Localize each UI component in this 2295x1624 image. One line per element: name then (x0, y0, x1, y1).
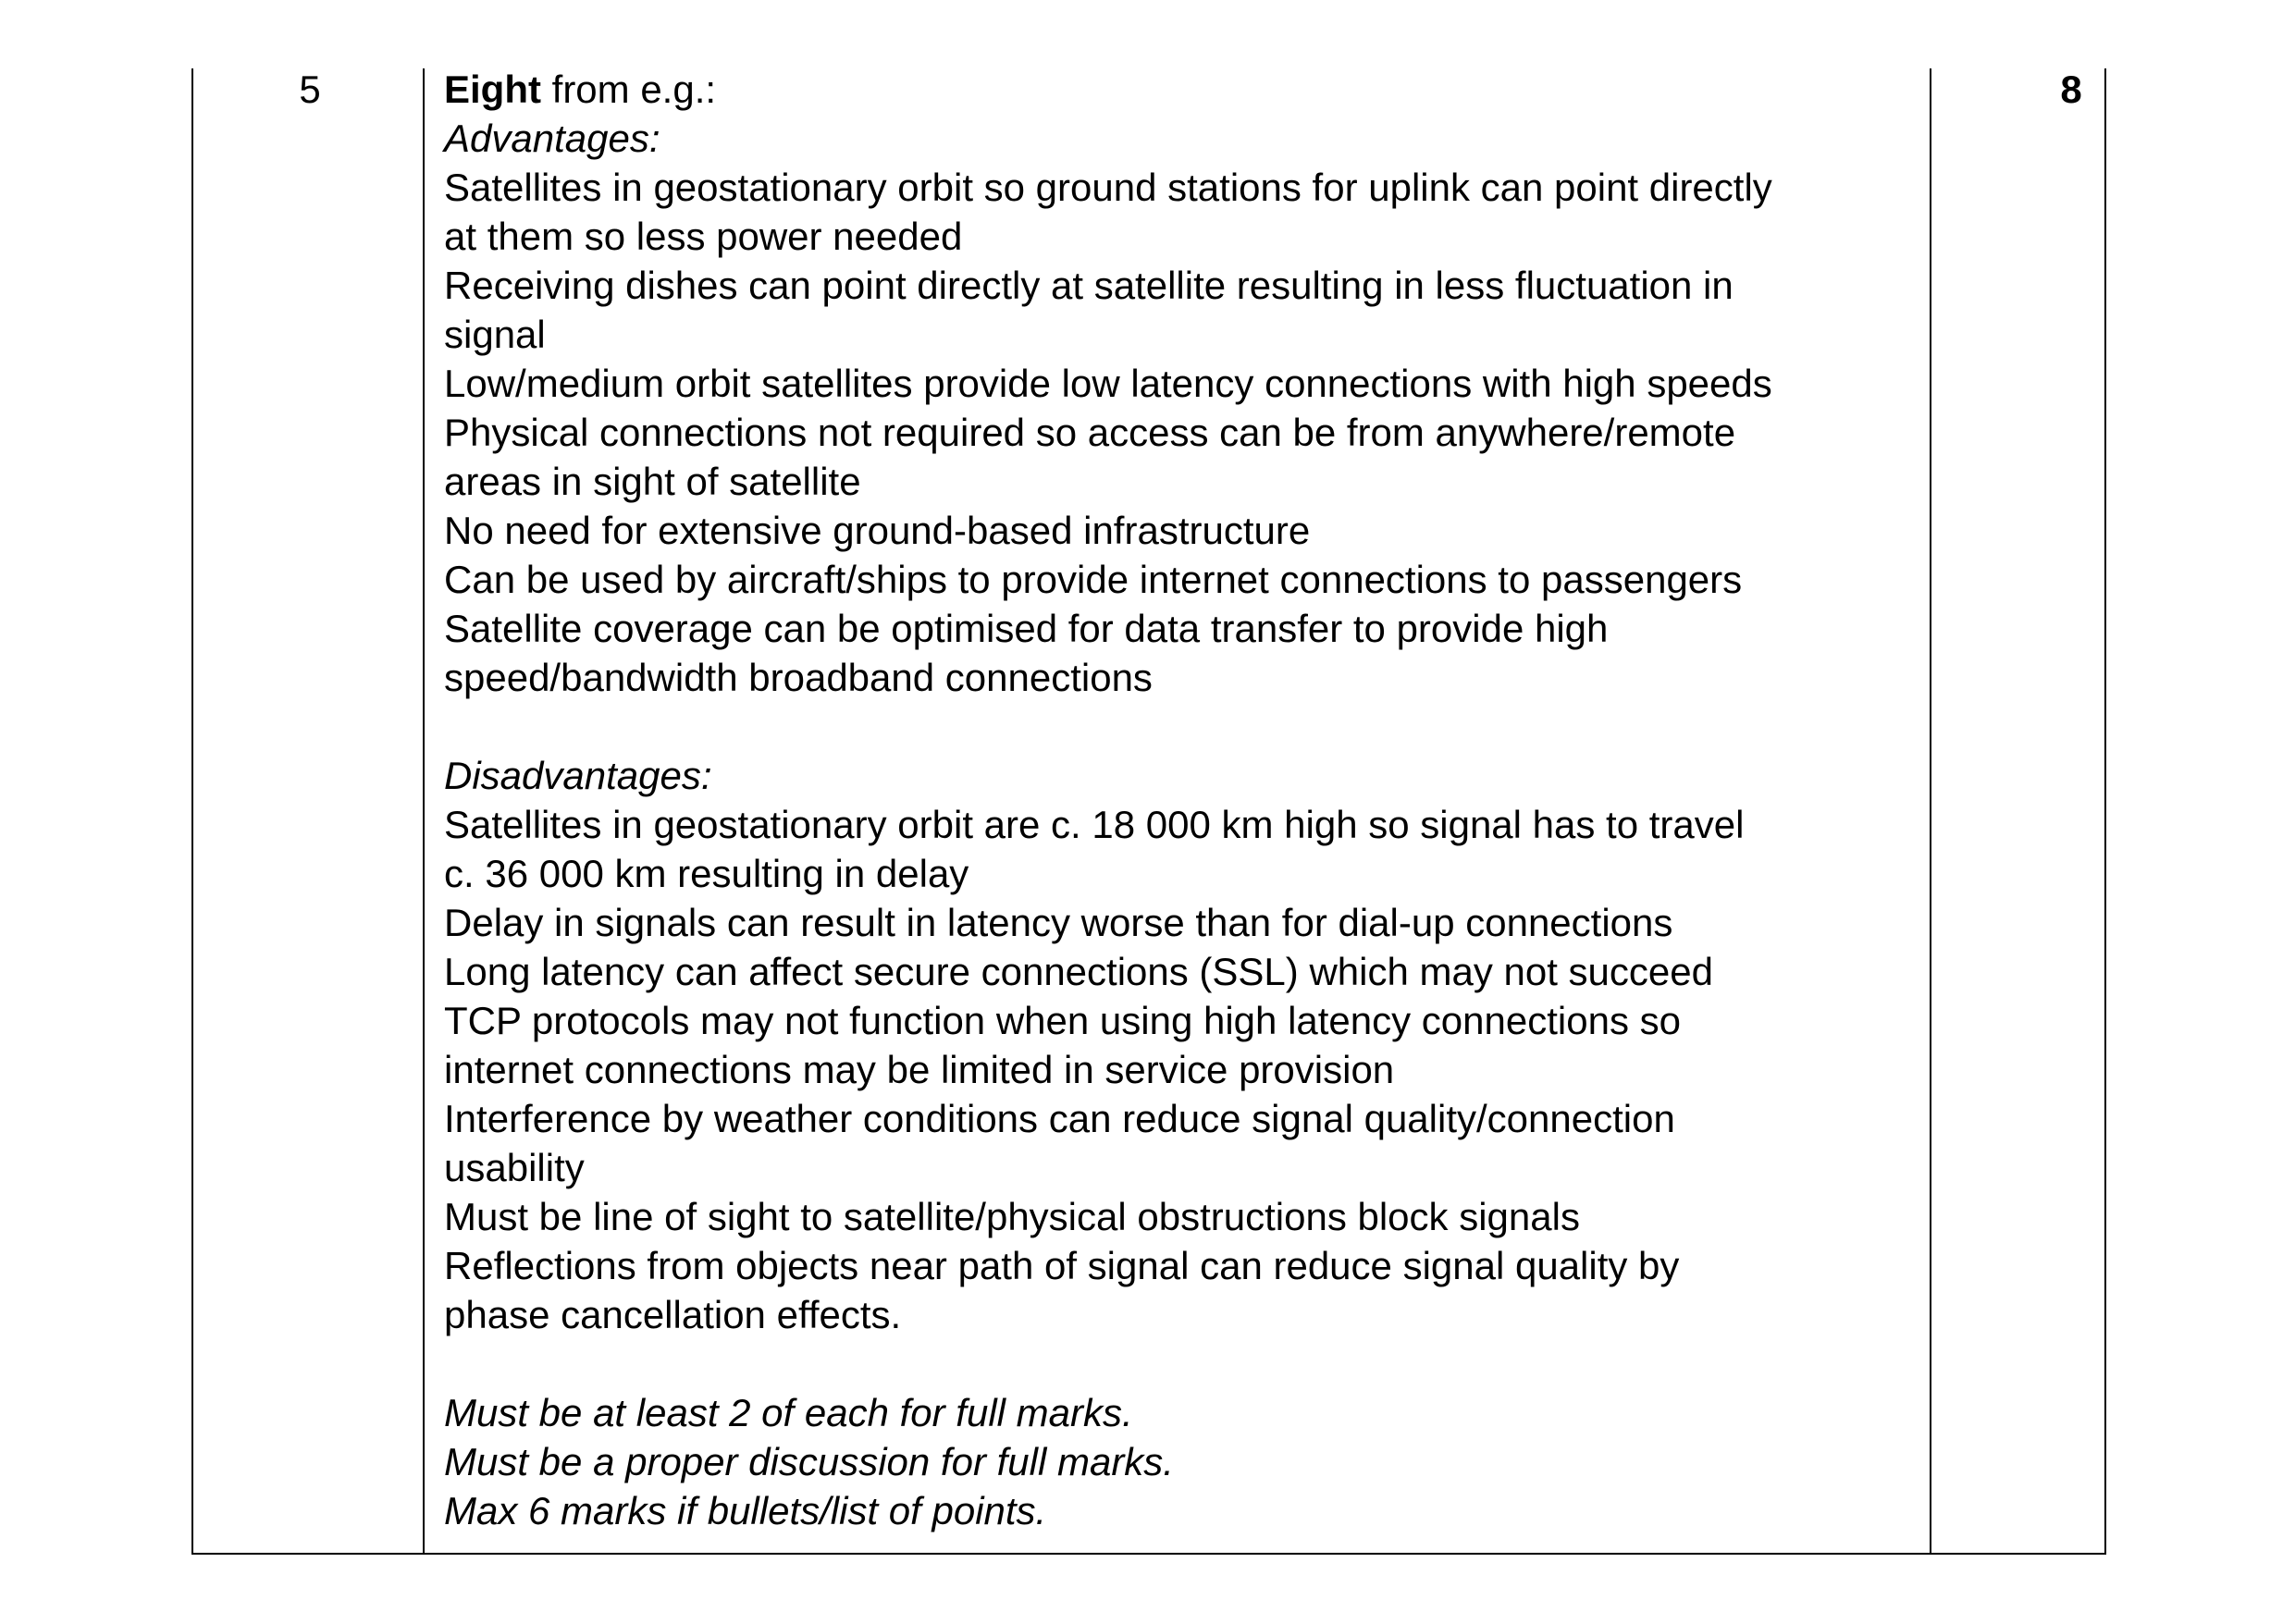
disadvantage-line: Satellites in geostationary orbit are c. 18 000 km high so signal has to travel (444, 803, 1745, 846)
disadvantage-line: Reflections from objects near path of signal can reduce signal quality by (444, 1244, 1680, 1287)
marks-value: 8 (2060, 68, 2082, 111)
table-left-border (191, 68, 193, 1554)
advantage-line: speed/bandwidth broadband connections (444, 656, 1153, 699)
advantage-line: Receiving dishes can point directly at satellite resulting in less fluctuation in (444, 264, 1734, 307)
disadvantage-line: internet connections may be limited in service provision (444, 1048, 1395, 1091)
disadvantage-line: c. 36 000 km resulting in delay (444, 852, 969, 895)
disadvantage-line: phase cancellation effects. (444, 1293, 902, 1336)
advantage-line: Satellite coverage can be optimised for data transfer to provide high (444, 607, 1609, 650)
guidance-note: Must be at least 2 of each for full marks. (444, 1391, 1133, 1434)
disadvantage-line: Must be line of sight to satellite/physical obstructions block signals (444, 1195, 1580, 1238)
spacer (444, 1339, 1924, 1388)
intro-text: from e.g.: (540, 68, 717, 111)
advantages-heading: Advantages: (444, 117, 660, 160)
spacer (444, 702, 1924, 751)
disadvantage-line: usability (444, 1146, 585, 1189)
column-divider-question (423, 68, 425, 1554)
advantage-line: Physical connections not required so access can be from anywhere/remote (444, 411, 1736, 454)
disadvantage-line: TCP protocols may not function when using high latency connections so (444, 999, 1681, 1042)
table-right-border (2104, 68, 2106, 1554)
disadvantages-heading: Disadvantages: (444, 754, 712, 797)
table-bottom-border (191, 1553, 2106, 1555)
disadvantage-line: Long latency can affect secure connections (SSL) which may not succeed (444, 950, 1713, 993)
disadvantage-line: Interference by weather conditions can reduce signal quality/connection (444, 1097, 1675, 1140)
advantage-line: at them so less power needed (444, 215, 963, 258)
answer-intro (444, 65, 1924, 114)
advantage-line: signal (444, 313, 546, 356)
column-divider-marks (1930, 68, 1931, 1554)
advantage-line: areas in sight of satellite (444, 460, 861, 503)
advantage-line: Low/medium orbit satellites provide low latency connections with high speeds (444, 362, 1772, 405)
guidance-note: Max 6 marks if bullets/list of points. (444, 1489, 1047, 1532)
advantage-line: Can be used by aircraft/ships to provide internet connections to passengers (444, 558, 1743, 601)
advantage-line: No need for extensive ground-based infrastructure (444, 509, 1311, 552)
guidance-note: Must be a proper discussion for full marks. (444, 1440, 1174, 1483)
intro-bold: Eight (444, 68, 541, 111)
advantage-line: Satellites in geostationary orbit so ground stations for uplink can point directly (444, 166, 1772, 209)
question-number: 5 (299, 68, 321, 111)
answer-cell (444, 65, 1924, 1535)
disadvantage-line: Delay in signals can result in latency worse than for dial-up connections (444, 901, 1673, 944)
